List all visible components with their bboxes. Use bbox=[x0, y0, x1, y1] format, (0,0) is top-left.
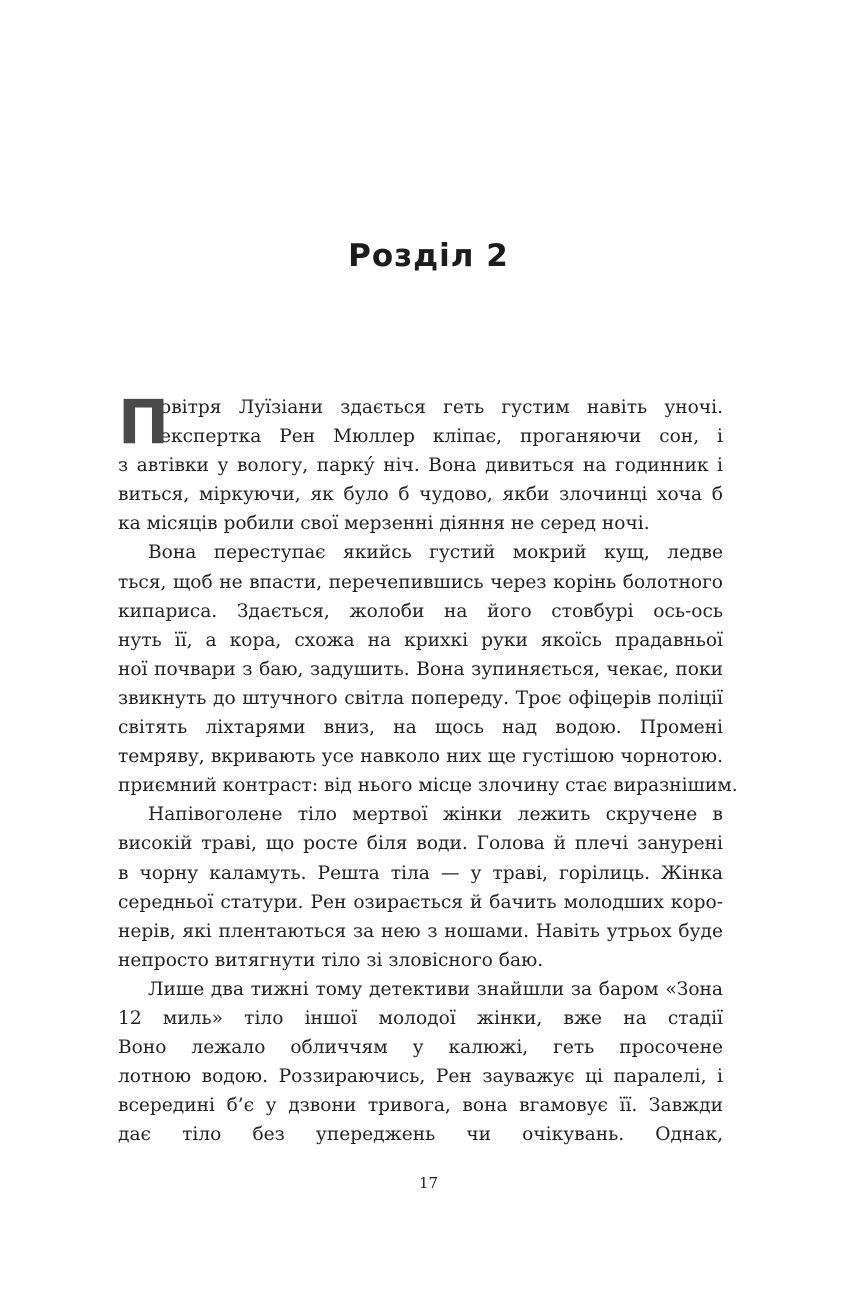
text-line: експертка Рен Мюллер кліпає, проганяючи сон, і bbox=[160, 426, 723, 448]
text-line: овітря Луїзіани здається геть густим навіть уночі. bbox=[160, 397, 723, 418]
paragraph-3 bbox=[118, 800, 723, 975]
text-line: непросто витягнути тіло зі зловісного баю. bbox=[118, 949, 544, 971]
text-line: ка місяців робили свої мерзенні діяння не серед ночі. bbox=[118, 513, 650, 535]
text-line: в чорну каламуть. Решта тіла — у траві, горілиць. Жінка bbox=[118, 862, 723, 884]
drop-cap: П bbox=[118, 387, 170, 458]
text-line: кипариса. Здається, жолоби на його стовбурі ось-ось bbox=[118, 600, 723, 622]
text-line: приємний контраст: від нього місце злочину стає виразнішим. bbox=[118, 775, 738, 797]
text-line: дає тіло без упереджень чи очікувань. Однак, bbox=[118, 1124, 723, 1146]
paragraph-2 bbox=[118, 538, 738, 800]
text-line: високій траві, що росте біля води. Голова й плечі занурені bbox=[118, 833, 723, 855]
text-line: Напівоголене тіло мертвої жінки лежить скручене в bbox=[148, 804, 723, 826]
body-text bbox=[118, 387, 738, 1149]
text-line: світять ліхтарями вниз, на щось над водою. Промені bbox=[118, 717, 723, 739]
text-line: ться, щоб не впасти, перечепившись через корінь болотного bbox=[118, 571, 723, 593]
text-line: середньої статури. Рен озирається й бачить молодших коро- bbox=[118, 891, 723, 913]
text-line: виться, міркуючи, як було б чудово, якби злочинці хоча б bbox=[118, 484, 723, 506]
text-line: Лише два тижні тому детективи знайшли за баром «Зона bbox=[148, 978, 723, 1000]
page-number: 17 bbox=[418, 1174, 439, 1192]
text-line: Воно лежало обличчям у калюжі, геть просочене bbox=[118, 1037, 723, 1059]
text-line: звикнуть до штучного світла попереду. Троє офіцерів поліції bbox=[118, 687, 723, 709]
text-line: нерів, які плентаються за нею з ношами. Навіть утрьох буде bbox=[118, 920, 723, 942]
text-line: нуть її, а кора, схожа на крихкі руки якоїсь прадавньої bbox=[118, 629, 723, 651]
paragraph-1 bbox=[118, 387, 723, 538]
text-line: всередині б’є у дзвони тривога, вона вгамовує її. Завжди bbox=[118, 1095, 723, 1117]
text-line: лотною водою. Роззираючись, Рен зауважує ці паралелі, і bbox=[118, 1066, 723, 1088]
text-line: Вона переступає якийсь густий мокрий кущ, ледве bbox=[148, 542, 723, 564]
text-line: з автівки у вологу, парку́ ніч. Вона дивиться на годинник і bbox=[118, 455, 723, 477]
text-line: ної почвари з баю, задушить. Вона зупиняється, чекає, поки bbox=[118, 658, 723, 680]
text-line: 12 миль» тіло іншої молодої жінки, вже на стадії bbox=[118, 1007, 723, 1029]
paragraph-4 bbox=[118, 975, 723, 1150]
chapter-title: Розділ 2 bbox=[348, 238, 509, 274]
text-line: темряву, вкривають усе навколо них ще густішою чорнотою. bbox=[118, 746, 723, 768]
